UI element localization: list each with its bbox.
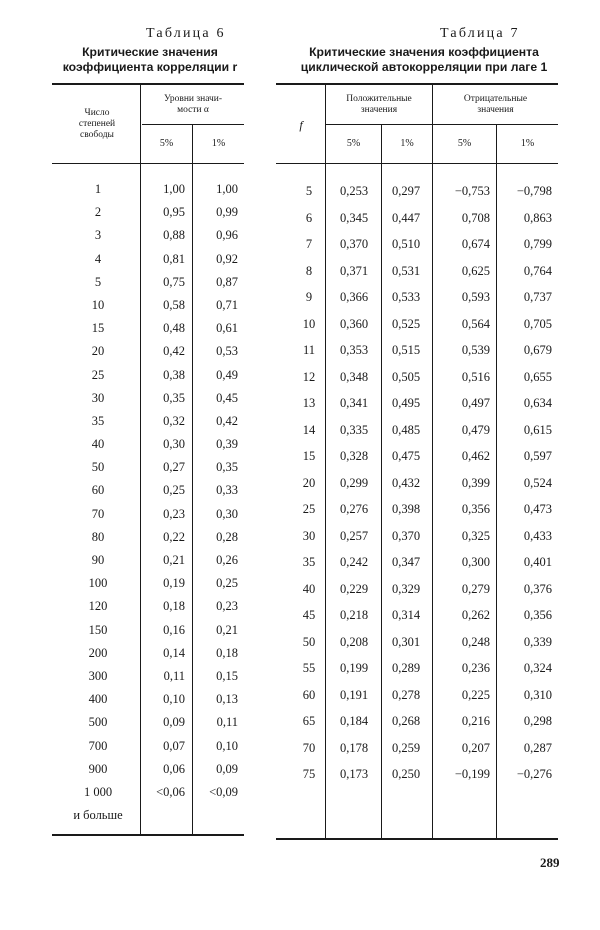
table6-p5-cell: 0,38 [163, 367, 185, 382]
table6-p5-cell: 0,42 [163, 344, 185, 359]
table7-pos5-cell: 0,191 [339, 687, 369, 702]
table7-f-cell: 9 [305, 290, 313, 304]
table6-df-header-line3: свободы [80, 130, 114, 140]
table7-pos5-cell: 0,257 [339, 528, 369, 543]
table7-bottom-rule [276, 838, 558, 840]
table7-pos-header-line2: значения [360, 105, 398, 115]
table6-df-cell: 3 [94, 228, 102, 243]
table6-p1-cell: 0,99 [216, 205, 238, 220]
table7-neg1-cell: 0,863 [523, 210, 552, 225]
table6-p1-cell: 0,10 [216, 738, 238, 753]
table6-df-cell: 15 [91, 321, 105, 336]
table7-f-header: f [299, 118, 303, 132]
table6-p1-header: 1% [211, 138, 226, 149]
table7-neg5-cell: 0,262 [461, 608, 490, 622]
table6-levels-rule [142, 124, 244, 125]
table7-pos5-cell: 0,253 [339, 184, 369, 198]
table7-neg5-cell: −0,199 [454, 767, 490, 781]
table7-f-cell: 15 [302, 449, 316, 463]
table6-p1-cell: 0,61 [216, 321, 238, 336]
table7-pos1-header: 1% [400, 138, 414, 149]
table7-f-cell: 40 [302, 581, 316, 596]
table7-pos1-cell: 0,475 [391, 449, 421, 463]
table6-p5-cell: 0,07 [163, 738, 185, 753]
table7-f-cell: 7 [305, 237, 313, 251]
table6-number: Таблица 6 [146, 26, 226, 41]
table7-neg1-cell: 0,298 [523, 714, 552, 728]
table6-p1-cell: 0,42 [216, 413, 238, 428]
table7-pos1-cell: 0,278 [391, 687, 421, 702]
table7-f-cell: 65 [302, 714, 316, 728]
table6-df-cell: 25 [91, 367, 105, 382]
table6-p5-cell: 0,27 [163, 460, 185, 475]
table7-neg5-header: 5% [457, 138, 472, 149]
table6-p5-cell: 0,25 [163, 483, 185, 498]
table7-f-cell: 10 [302, 316, 316, 331]
table7-pos5-cell: 0,173 [339, 767, 369, 781]
table6-df-cell: 120 [88, 599, 108, 614]
table7-neg1-cell: 0,324 [523, 661, 552, 675]
table7-pos1-cell: 0,515 [391, 343, 421, 357]
table7-neg1-cell: 0,524 [523, 475, 552, 490]
table6-p5-cell: 0,35 [163, 390, 185, 405]
table7-pos1-cell: 0,250 [391, 767, 421, 781]
table7-pos1-cell: 0,398 [391, 502, 421, 516]
table7-neg1-cell: 0,655 [523, 369, 552, 384]
table7-neg1-cell: 0,356 [523, 608, 552, 622]
table7-pos1-column [382, 178, 430, 788]
table6-levels-header-line2: мости α [177, 105, 209, 115]
table6-p1-cell: 0,92 [216, 251, 238, 266]
table7-neg5-cell: 0,356 [461, 502, 490, 516]
table7-pos5-cell: 0,345 [339, 210, 369, 225]
table7-neg-header-line1: Отрицательные [463, 94, 528, 104]
table6-df-cell: 1 [94, 182, 102, 196]
table7-neg5-cell: 0,539 [461, 343, 490, 357]
table6-p1-cell: 0,30 [216, 506, 238, 521]
table6-levels-header-line1: Уровни значи- [163, 94, 223, 104]
table7-pos1-cell: 0,301 [391, 634, 421, 649]
table6-df-cell: 150 [88, 622, 108, 637]
table6-df-cell: 90 [91, 553, 105, 567]
table6-p1-cell: 0,35 [216, 460, 238, 475]
table7-pos5-cell: 0,366 [339, 290, 369, 304]
table6-df-cell: 30 [91, 390, 105, 405]
table7-pos5-cell: 0,328 [339, 449, 369, 463]
table7-f-cell: 50 [302, 634, 316, 649]
table7-f-cell: 20 [302, 475, 316, 490]
table7-pos5-cell: 0,371 [339, 263, 369, 278]
table7-neg1-cell: 0,339 [523, 634, 552, 649]
table6-df-cell: 60 [91, 483, 105, 498]
table6-p1-cell: <0,09 [209, 784, 238, 799]
table7-title-line2: циклической автокорреляции при лаге 1 [300, 60, 548, 74]
table6-df-cell: 100 [88, 576, 108, 591]
table6-df-cell: 35 [91, 413, 105, 428]
table6-p5-cell: 0,48 [163, 321, 185, 336]
table7-top-rule [276, 83, 558, 85]
table6-p1-cell: 0,21 [216, 622, 238, 637]
table7-pos5-cell: 0,341 [339, 396, 369, 410]
table7-pos-header-line1: Положительные [346, 94, 412, 104]
table7-divider-3 [432, 84, 433, 838]
table7-pos5-cell: 0,276 [339, 502, 369, 516]
table6-p1-cell: 0,15 [216, 668, 238, 683]
table6-p5-cell: 0,16 [163, 622, 185, 637]
table7-neg1-cell: 0,310 [523, 687, 552, 702]
table6-p1-cell: 0,28 [216, 529, 238, 544]
table7-neg5-cell: 0,325 [461, 528, 490, 543]
table7-neg1-cell: −0,798 [516, 184, 552, 198]
table7-f-cell: 8 [305, 263, 313, 278]
table7-pos5-cell: 0,299 [339, 475, 369, 490]
table7-neg1-cell: 0,287 [523, 740, 552, 755]
table6-p5-cell: 0,18 [163, 599, 185, 614]
table7-neg1-cell: 0,473 [523, 502, 552, 516]
table6-df-cell: 70 [91, 506, 105, 521]
table6-df-cell: 4 [94, 251, 102, 266]
table7-neg5-cell: 0,225 [461, 687, 490, 702]
table7-pos1-cell: 0,505 [391, 369, 421, 384]
table7-neg5-cell: 0,497 [461, 396, 490, 410]
table7-f-cell: 30 [302, 528, 316, 543]
table6-df-cell: 2 [94, 205, 102, 220]
table7-title-line1: Критические значения коэффициента [309, 45, 539, 59]
table6-p1-cell: 0,25 [216, 576, 238, 591]
table7-pos5-cell: 0,242 [339, 555, 369, 569]
table7-f-cell: 25 [302, 502, 316, 516]
table6-df-column [58, 178, 138, 827]
table7-pos5-cell: 0,208 [339, 634, 369, 649]
table7-neg5-cell: 0,300 [461, 555, 490, 569]
table6-df-header-line2: степеней [78, 119, 116, 129]
table6-bottom-rule [52, 834, 244, 836]
table6-title-line1: Критические значения [82, 45, 218, 59]
table7-f-column [292, 178, 326, 788]
table7-pos1-cell: 0,485 [391, 422, 421, 437]
table6-df-cell: 400 [88, 692, 108, 707]
table6-p1-cell: 0,87 [216, 274, 238, 289]
table6-p1-cell: 0,18 [216, 645, 238, 660]
table6-p5-cell: 0,09 [163, 715, 185, 730]
table7-pos1-cell: 0,495 [391, 396, 421, 410]
table7-pos5-cell: 0,370 [339, 237, 369, 251]
table6-p1-cell: 0,23 [216, 599, 238, 614]
table7-pos5-cell: 0,353 [339, 343, 369, 357]
table7-f-cell: 35 [302, 555, 316, 569]
table6-p1-cell: 0,39 [216, 437, 238, 452]
table7-neg5-cell: 0,674 [461, 237, 490, 251]
table7-pos1-cell: 0,297 [391, 184, 421, 198]
table6-p5-cell: 0,32 [163, 413, 185, 428]
table7-pos1-cell: 0,533 [391, 290, 421, 304]
table7-pos1-cell: 0,447 [391, 210, 421, 225]
table6-df-cell: 5 [94, 274, 102, 289]
table6-header-rule [52, 163, 244, 164]
table6-p1-cell: 0,71 [216, 297, 238, 312]
table6-p5-cell: 0,10 [163, 692, 185, 707]
table7-neg1-cell: 0,705 [523, 316, 552, 331]
table7-pos5-cell: 0,218 [339, 608, 369, 622]
table7-f-cell: 55 [302, 661, 316, 675]
table7-neg1-cell: 0,433 [523, 528, 552, 543]
table7-neg1-column [498, 178, 552, 788]
table7-pos1-cell: 0,268 [391, 714, 421, 728]
table6-df-cell: 10 [91, 297, 105, 312]
table6-levels-header [142, 94, 244, 116]
table7-f-cell: 12 [302, 369, 316, 384]
table7-neg1-cell: −0,276 [516, 767, 552, 781]
table7-title [282, 45, 566, 75]
table6-p1-column [193, 178, 238, 804]
table7-number: Таблица 7 [440, 26, 520, 41]
table7-f-cell: 13 [302, 396, 316, 410]
table7-neg1-header: 1% [520, 138, 535, 149]
table6-p5-cell: 1,00 [163, 182, 185, 196]
table7-pos1-cell: 0,329 [391, 581, 421, 596]
table6-p1-cell: 0,53 [216, 344, 238, 359]
table6-p5-cell: 0,22 [163, 529, 185, 544]
table6-p1-cell: 0,26 [216, 553, 238, 567]
table7-pos5-cell: 0,199 [339, 661, 369, 675]
table7-f-cell: 5 [305, 184, 313, 198]
table6-df-cell: 900 [88, 761, 108, 776]
table6-p5-cell: 0,06 [163, 761, 185, 776]
table7-neg5-cell: −0,753 [454, 184, 490, 198]
table6-df-cell: 50 [91, 460, 105, 475]
table6-p5-cell: <0,06 [156, 784, 185, 799]
table7-values-rule [326, 124, 558, 125]
table7-neg1-cell: 0,737 [523, 290, 552, 304]
table6-df-cell: 200 [88, 645, 108, 660]
table6-df-cell: 500 [88, 715, 108, 730]
table7-pos1-cell: 0,531 [391, 263, 421, 278]
table7-f-cell: 45 [302, 608, 316, 622]
table6-df-cell: 1 000 [83, 784, 113, 799]
table7-pos5-header: 5% [346, 138, 361, 149]
table6-p5-cell: 0,30 [163, 437, 185, 452]
table7-neg5-cell: 0,479 [461, 422, 490, 437]
table7-neg1-cell: 0,376 [523, 581, 552, 596]
table6-p1-cell: 0,13 [216, 692, 238, 707]
table7-pos1-cell: 0,314 [391, 608, 421, 622]
table7-neg1-cell: 0,799 [523, 237, 552, 251]
table7-neg1-cell: 0,679 [523, 343, 552, 357]
table6-p1-cell: 0,45 [216, 390, 238, 405]
table7-neg1-cell: 0,634 [523, 396, 552, 410]
table6-p5-cell: 0,14 [163, 645, 185, 660]
table7-pos1-cell: 0,259 [391, 740, 421, 755]
table7-neg5-cell: 0,516 [461, 369, 490, 384]
table6-p5-cell: 0,81 [163, 251, 185, 266]
table6-title-line2: коэффициента корреляции r [62, 60, 238, 74]
table7-neg5-cell: 0,216 [461, 714, 490, 728]
table6-df-cell: 300 [88, 668, 108, 683]
table7-neg5-cell: 0,236 [461, 661, 490, 675]
table7-f-cell: 70 [302, 740, 316, 755]
table6-p1-cell: 0,96 [216, 228, 238, 243]
table6-p5-cell: 0,58 [163, 297, 185, 312]
table6-p5-cell: 0,75 [163, 274, 185, 289]
table7-neg5-cell: 0,207 [461, 740, 490, 755]
table6-p5-cell: 0,95 [163, 205, 185, 220]
table7-neg1-cell: 0,597 [523, 449, 552, 463]
table7-neg5-cell: 0,279 [461, 581, 490, 596]
table7-pos5-column [329, 178, 379, 788]
table6-title [50, 45, 250, 75]
table7-neg-header [433, 94, 558, 116]
table6-p1-cell: 0,49 [216, 367, 238, 382]
table7-f-cell: 14 [302, 422, 316, 437]
table7-pos5-cell: 0,360 [339, 316, 369, 331]
table6-p5-cell: 0,21 [163, 553, 185, 567]
table6-df-cell: и больше [73, 808, 123, 823]
table6-p1-cell: 0,11 [216, 715, 238, 730]
table6-p1-cell: 1,00 [216, 182, 238, 196]
table7-pos-header [326, 94, 432, 116]
table6-p5-header: 5% [159, 138, 174, 149]
table7-f-cell: 60 [302, 687, 316, 702]
table7-f-cell: 6 [305, 210, 313, 225]
table6-df-cell: 20 [91, 344, 105, 359]
table7-neg5-cell: 0,462 [461, 449, 490, 463]
table7-neg1-cell: 0,764 [523, 263, 552, 278]
table6-df-header-line1: Число [84, 108, 110, 118]
table7-header-rule [276, 163, 558, 164]
table6-top-rule [52, 83, 244, 85]
table7-neg-header-line2: значения [477, 105, 514, 115]
table7-pos5-cell: 0,178 [339, 740, 369, 755]
table6-df-cell: 40 [91, 437, 105, 452]
table6-p5-cell: 0,88 [163, 228, 185, 243]
table6-p5-column [141, 178, 185, 804]
table7-pos1-cell: 0,525 [391, 316, 421, 331]
table6-p5-cell: 0,23 [163, 506, 185, 521]
table7-pos5-cell: 0,335 [339, 422, 369, 437]
table6-p1-cell: 0,09 [216, 761, 238, 776]
table7-pos5-cell: 0,348 [339, 369, 369, 384]
table7-pos1-cell: 0,347 [391, 555, 421, 569]
table7-f-cell: 11 [302, 343, 316, 357]
table6-p5-cell: 0,11 [163, 668, 185, 683]
table6-df-header [55, 108, 139, 141]
table7-neg5-column [434, 178, 490, 788]
table6-p5-cell: 0,19 [163, 576, 185, 591]
table7-neg1-cell: 0,401 [523, 555, 552, 569]
table7-neg1-cell: 0,615 [523, 422, 552, 437]
table6-p1-cell: 0,33 [216, 483, 238, 498]
table7-divider-4 [496, 125, 497, 838]
page-number: 289 [540, 855, 560, 870]
table7-f-cell: 75 [302, 767, 316, 781]
table7-pos5-cell: 0,229 [339, 581, 369, 596]
table6-df-cell: 80 [91, 529, 105, 544]
table7-pos1-cell: 0,289 [391, 661, 421, 675]
table7-neg5-cell: 0,708 [461, 210, 490, 225]
table7-pos1-cell: 0,510 [391, 237, 421, 251]
table7-pos1-cell: 0,432 [391, 475, 421, 490]
table7-neg5-cell: 0,399 [461, 475, 490, 490]
table7-neg5-cell: 0,593 [461, 290, 490, 304]
table6-df-cell: 700 [88, 738, 108, 753]
table7-neg5-cell: 0,248 [461, 634, 490, 649]
table7-pos5-cell: 0,184 [339, 714, 369, 728]
table7-neg5-cell: 0,564 [461, 316, 490, 331]
table7-pos1-cell: 0,370 [391, 528, 421, 543]
table7-neg5-cell: 0,625 [461, 263, 490, 278]
